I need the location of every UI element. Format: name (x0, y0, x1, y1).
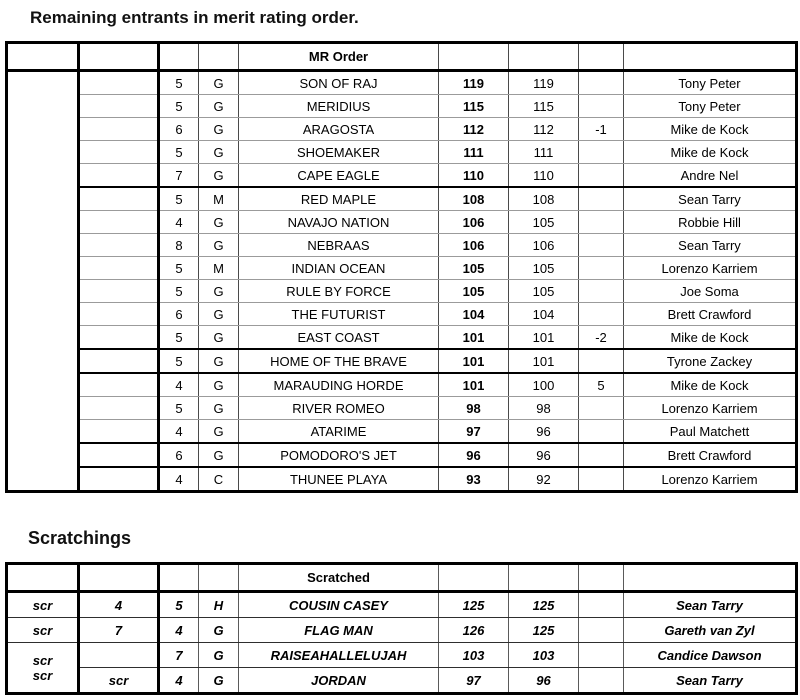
adjustment-cell (579, 303, 624, 326)
sex-cell: C (199, 467, 239, 492)
horse-name-cell: SON OF RAJ (239, 71, 439, 95)
merit-rating-secondary-cell: 96 (509, 420, 579, 444)
trainer-cell: Brett Crawford (624, 303, 797, 326)
trainer-cell: Mike de Kock (624, 326, 797, 350)
age-cell: 5 (159, 71, 199, 95)
merit-rating-secondary-cell: 108 (509, 187, 579, 211)
adjustment-cell (579, 95, 624, 118)
merit-rating-cell: 110 (439, 164, 509, 188)
horse-name-cell: HOME OF THE BRAVE (239, 349, 439, 373)
merit-rating-cell: 98 (439, 397, 509, 420)
age-cell: 4 (159, 668, 199, 694)
horse-name-cell: MERIDIUS (239, 95, 439, 118)
entrant-row (7, 420, 797, 444)
entrant-row (7, 303, 797, 326)
merit-rating-cell: 111 (439, 141, 509, 164)
header-blank-cell (439, 43, 509, 71)
entrant-row (7, 280, 797, 303)
merit-rating-secondary-cell: 111 (509, 141, 579, 164)
adjustment-cell (579, 280, 624, 303)
sex-cell: M (199, 257, 239, 280)
header-blank-cell (79, 564, 159, 592)
header-blank-cell (439, 564, 509, 592)
horse-name-cell: POMODORO'S JET (239, 443, 439, 467)
scratched-row (7, 618, 797, 643)
group-cell (79, 187, 159, 211)
adjustment-cell (579, 349, 624, 373)
group-cell (79, 141, 159, 164)
merit-rating-secondary-cell: 96 (509, 668, 579, 694)
scratchings-table (5, 562, 798, 695)
merit-rating-secondary-cell: 110 (509, 164, 579, 188)
age-cell: 4 (159, 467, 199, 492)
main-title: Remaining entrants in merit rating order. (30, 8, 359, 27)
sex-cell: G (199, 618, 239, 643)
entrant-row (7, 373, 797, 397)
entrant-row (7, 95, 797, 118)
scr-secondary-cell (79, 643, 159, 668)
horse-name-cell: RAISEAHALLELUJAH (239, 643, 439, 668)
adjustment-cell: -1 (579, 118, 624, 141)
header-blank-cell (579, 564, 624, 592)
sex-cell: G (199, 420, 239, 444)
horse-name-cell: RULE BY FORCE (239, 280, 439, 303)
sex-cell: G (199, 71, 239, 95)
group-cell (79, 420, 159, 444)
header-blank-cell (79, 43, 159, 71)
entrant-row (7, 164, 797, 188)
adjustment-cell (579, 187, 624, 211)
group-cell (79, 118, 159, 141)
merit-rating-cell: 103 (439, 643, 509, 668)
entrant-row (7, 326, 797, 350)
header-blank-cell (7, 564, 79, 592)
horse-name-cell: RIVER ROMEO (239, 397, 439, 420)
adjustment-cell (579, 234, 624, 257)
sex-cell: G (199, 303, 239, 326)
age-cell: 5 (159, 349, 199, 373)
horse-name-cell: SHOEMAKER (239, 141, 439, 164)
merit-rating-cell: 97 (439, 420, 509, 444)
trainer-cell: Sean Tarry (624, 187, 797, 211)
horse-name-cell: JORDAN (239, 668, 439, 694)
sex-cell: H (199, 592, 239, 618)
merit-rating-secondary-cell: 101 (509, 349, 579, 373)
group-cell (79, 467, 159, 492)
group-cell (79, 280, 159, 303)
age-cell: 6 (159, 443, 199, 467)
age-cell: 5 (159, 257, 199, 280)
adjustment-cell (579, 643, 624, 668)
scratchings-header-row (7, 564, 797, 592)
scr-secondary-cell: 4 (79, 592, 159, 618)
merit-rating-secondary-cell: 98 (509, 397, 579, 420)
merit-rating-secondary-cell: 96 (509, 443, 579, 467)
mr-order-table (5, 41, 798, 493)
trainer-cell: Lorenzo Karriem (624, 467, 797, 492)
group-cell (79, 257, 159, 280)
sex-cell: G (199, 397, 239, 420)
merit-rating-cell: 105 (439, 280, 509, 303)
merit-rating-cell: 97 (439, 668, 509, 694)
age-cell: 4 (159, 211, 199, 234)
scratchings-title: Scratchings (28, 528, 132, 548)
merit-rating-secondary-cell: 105 (509, 257, 579, 280)
adjustment-cell (579, 668, 624, 694)
merit-rating-cell: 112 (439, 118, 509, 141)
adjustment-cell (579, 141, 624, 164)
age-cell: 6 (159, 118, 199, 141)
header-blank-cell (509, 564, 579, 592)
header-blank-cell (159, 43, 199, 71)
merit-rating-secondary-cell: 115 (509, 95, 579, 118)
horse-name-cell: COUSIN CASEY (239, 592, 439, 618)
scratched-row (7, 643, 797, 668)
adjustment-cell (579, 164, 624, 188)
horse-name-cell: NAVAJO NATION (239, 211, 439, 234)
scr-cell: scr scr (7, 643, 79, 694)
mr-order-tbody (7, 71, 797, 492)
group-cell (79, 164, 159, 188)
trainer-cell: Tyrone Zackey (624, 349, 797, 373)
group-cell (79, 326, 159, 350)
sex-cell: G (199, 141, 239, 164)
age-cell: 5 (159, 592, 199, 618)
sex-cell: G (199, 118, 239, 141)
header-blank-cell (509, 43, 579, 71)
merit-rating-cell: 119 (439, 71, 509, 95)
header-blank-cell (199, 43, 239, 71)
trainer-cell: Sean Tarry (624, 668, 797, 694)
merit-rating-secondary-cell: 92 (509, 467, 579, 492)
merit-rating-secondary-cell: 119 (509, 71, 579, 95)
adjustment-cell (579, 257, 624, 280)
merit-rating-secondary-cell: 125 (509, 618, 579, 643)
adjustment-cell (579, 71, 624, 95)
age-cell: 5 (159, 280, 199, 303)
sex-cell: G (199, 643, 239, 668)
trainer-cell: Lorenzo Karriem (624, 397, 797, 420)
merit-rating-cell: 106 (439, 211, 509, 234)
sex-cell: G (199, 234, 239, 257)
sex-cell: G (199, 211, 239, 234)
sex-cell: G (199, 373, 239, 397)
trainer-cell: Candice Dawson (624, 643, 797, 668)
horse-name-cell: NEBRAAS (239, 234, 439, 257)
sex-cell: G (199, 164, 239, 188)
trainer-cell: Gareth van Zyl (624, 618, 797, 643)
sex-cell: G (199, 280, 239, 303)
scratched-row (7, 592, 797, 618)
group-cell (79, 71, 159, 95)
header-blank-cell (624, 43, 797, 71)
age-cell: 5 (159, 95, 199, 118)
sex-cell: G (199, 349, 239, 373)
group-cell (79, 397, 159, 420)
merit-rating-cell: 101 (439, 326, 509, 350)
entrant-row (7, 257, 797, 280)
header-blank-cell (159, 564, 199, 592)
merit-rating-cell: 101 (439, 349, 509, 373)
trainer-cell: Joe Soma (624, 280, 797, 303)
group-cell (79, 95, 159, 118)
horse-name-cell: RED MAPLE (239, 187, 439, 211)
adjustment-cell (579, 211, 624, 234)
merit-rating-secondary-cell: 112 (509, 118, 579, 141)
group-cell (79, 303, 159, 326)
entrant-row (7, 187, 797, 211)
scr-cell: scr (7, 592, 79, 618)
age-cell: 8 (159, 234, 199, 257)
trainer-cell: Paul Matchett (624, 420, 797, 444)
header-blank-cell (7, 43, 79, 71)
horse-name-cell: ATARIME (239, 420, 439, 444)
horse-name-cell: EAST COAST (239, 326, 439, 350)
entrant-row (7, 118, 797, 141)
trainer-cell: Tony Peter (624, 95, 797, 118)
horse-name-cell: MARAUDING HORDE (239, 373, 439, 397)
merit-rating-cell: 108 (439, 187, 509, 211)
adjustment-cell: 5 (579, 373, 624, 397)
age-cell: 5 (159, 397, 199, 420)
merit-rating-cell: 105 (439, 257, 509, 280)
adjustment-cell (579, 397, 624, 420)
merit-rating-cell: 126 (439, 618, 509, 643)
merit-rating-secondary-cell: 105 (509, 211, 579, 234)
age-cell: 5 (159, 187, 199, 211)
horse-name-cell: INDIAN OCEAN (239, 257, 439, 280)
mr-order-header-label: MR Order (239, 43, 439, 71)
merit-rating-secondary-cell: 105 (509, 280, 579, 303)
entrant-row (7, 397, 797, 420)
group-cell (79, 234, 159, 257)
merit-rating-secondary-cell: 125 (509, 592, 579, 618)
adjustment-cell (579, 443, 624, 467)
trainer-cell: Robbie Hill (624, 211, 797, 234)
merit-rating-cell: 125 (439, 592, 509, 618)
merit-rating-cell: 93 (439, 467, 509, 492)
adjustment-cell (579, 467, 624, 492)
merit-rating-secondary-cell: 106 (509, 234, 579, 257)
entrant-row (7, 467, 797, 492)
merit-rating-secondary-cell: 103 (509, 643, 579, 668)
merit-rating-secondary-cell: 100 (509, 373, 579, 397)
group-cell (79, 443, 159, 467)
merit-rating-cell: 106 (439, 234, 509, 257)
scratchings-tbody (7, 592, 797, 694)
merit-rating-secondary-cell: 101 (509, 326, 579, 350)
trainer-cell: Lorenzo Karriem (624, 257, 797, 280)
scr-secondary-cell: 7 (79, 618, 159, 643)
scratched-header-label: Scratched (239, 564, 439, 592)
merit-rating-cell: 115 (439, 95, 509, 118)
group-cell (79, 211, 159, 234)
trainer-cell: Mike de Kock (624, 118, 797, 141)
scr-cell: scr (7, 618, 79, 643)
trainer-cell: Andre Nel (624, 164, 797, 188)
header-blank-cell (624, 564, 797, 592)
group-cell (79, 373, 159, 397)
scratched-row (7, 668, 797, 694)
trainer-cell: Sean Tarry (624, 234, 797, 257)
age-cell: 6 (159, 303, 199, 326)
age-cell: 4 (159, 420, 199, 444)
sex-cell: G (199, 326, 239, 350)
adjustment-cell (579, 420, 624, 444)
entrant-row (7, 211, 797, 234)
age-cell: 4 (159, 373, 199, 397)
age-cell: 5 (159, 326, 199, 350)
header-blank-cell (579, 43, 624, 71)
adjustment-cell (579, 618, 624, 643)
sex-cell: G (199, 95, 239, 118)
mr-order-header-row (7, 43, 797, 71)
merit-rating-cell: 101 (439, 373, 509, 397)
sex-cell: G (199, 668, 239, 694)
left-margin-cell (7, 71, 79, 492)
horse-name-cell: CAPE EAGLE (239, 164, 439, 188)
group-cell (79, 349, 159, 373)
adjustment-cell: -2 (579, 326, 624, 350)
age-cell: 5 (159, 141, 199, 164)
trainer-cell: Mike de Kock (624, 141, 797, 164)
entrant-row (7, 71, 797, 95)
entrant-row (7, 141, 797, 164)
merit-rating-cell: 96 (439, 443, 509, 467)
age-cell: 4 (159, 618, 199, 643)
trainer-cell: Tony Peter (624, 71, 797, 95)
merit-rating-secondary-cell: 104 (509, 303, 579, 326)
merit-rating-cell: 104 (439, 303, 509, 326)
adjustment-cell (579, 592, 624, 618)
trainer-cell: Brett Crawford (624, 443, 797, 467)
header-blank-cell (199, 564, 239, 592)
entrant-row (7, 349, 797, 373)
trainer-cell: Mike de Kock (624, 373, 797, 397)
sex-cell: M (199, 187, 239, 211)
scr-secondary-cell: scr (79, 668, 159, 694)
age-cell: 7 (159, 643, 199, 668)
entrant-row (7, 443, 797, 467)
horse-name-cell: THUNEE PLAYA (239, 467, 439, 492)
horse-name-cell: FLAG MAN (239, 618, 439, 643)
entrant-row (7, 234, 797, 257)
horse-name-cell: ARAGOSTA (239, 118, 439, 141)
horse-name-cell: THE FUTURIST (239, 303, 439, 326)
trainer-cell: Sean Tarry (624, 592, 797, 618)
sex-cell: G (199, 443, 239, 467)
age-cell: 7 (159, 164, 199, 188)
